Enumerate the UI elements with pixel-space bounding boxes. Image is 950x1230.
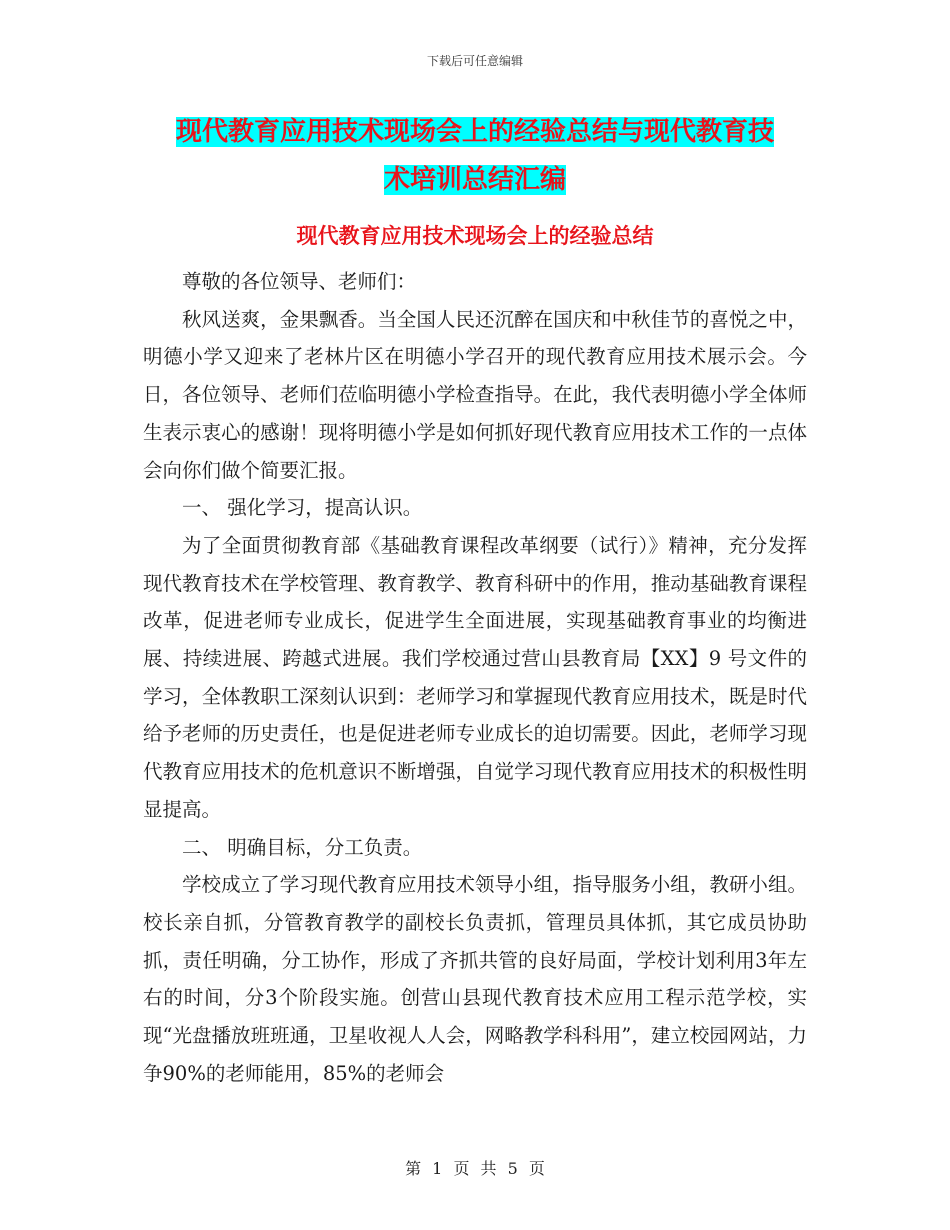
heading-section-1: 一、 强化学习，提高认识。 [182, 496, 423, 520]
document-body [143, 263, 807, 1092]
document-main-title [140, 108, 810, 204]
main-title-line-1: 现代教育应用技术现场会上的经验总结与现代教育技 [175, 117, 774, 147]
section-title: 现代教育应用技术现场会上的经验总结 [296, 224, 654, 248]
paragraph-section-2: 学校成立了学习现代教育应用技术领导小组，指导服务小组，教研小组。校长亲自抓，分管教育教学的副校长负责抓，管理员具体抓，其它成员协助抓，责任明确，分工协作，形成了齐抓共管的良好局面，学校计划利用3年左右的时间，分3个阶段实施。创营山县现代教育技术应用工程示范学校，实现“光盘播放班班通，卫星收视人人会，网略教学科科用”，建立校园网站，力争90%的老师能用，85%的老师会 [143, 873, 807, 1085]
paragraph-section-1: 为了全面贯彻教育部《基础教育课程改革纲要（试行）》精神，充分发挥现代教育技术在学校管理、教育教学、教育科研中的作用，推动基础教育课程改革，促进老师专业成长，促进学生全面进展，实现基础教育事业的均衡进展、持续进展、跨越式进展。我们学校通过营山县教育局【XX】9 号文件的学习，全体教职工深刻认识到：老师学习和掌握现代教育应用技术，既是时代给予老师的历史责任，也是促进老师专业成长的迫切需要。因此，老师学习现代教育应用技术的危机意识不断增强，自觉学习现代教育应用技术的积极性明显提高。 [143, 533, 807, 821]
paragraph-salutation: 尊敬的各位领导、老师们： [182, 270, 417, 293]
paragraph-intro: 秋风送爽，金果飘香。当全国人民还沉醉在国庆和中秋佳节的喜悦之中，明德小学又迎来了老林片区在明德小学召开的现代教育应用技术展示会。今日，各位领导、老师们莅临明德小学检查指导。在此，我代表明德小学全体师生表示衷心的感谢！现将明德小学是如何抓好现代教育应用技术工作的一点体会向你们做个简要汇报。 [143, 307, 807, 482]
page-header-note: 下载后可任意编辑 [426, 54, 523, 68]
page-number-footer: 第 1 页 共 5 页 [405, 1159, 545, 1178]
main-title-line-2: 术培训总结汇编 [383, 165, 566, 195]
heading-section-2: 二、 明确目标，分工负责。 [182, 835, 423, 859]
